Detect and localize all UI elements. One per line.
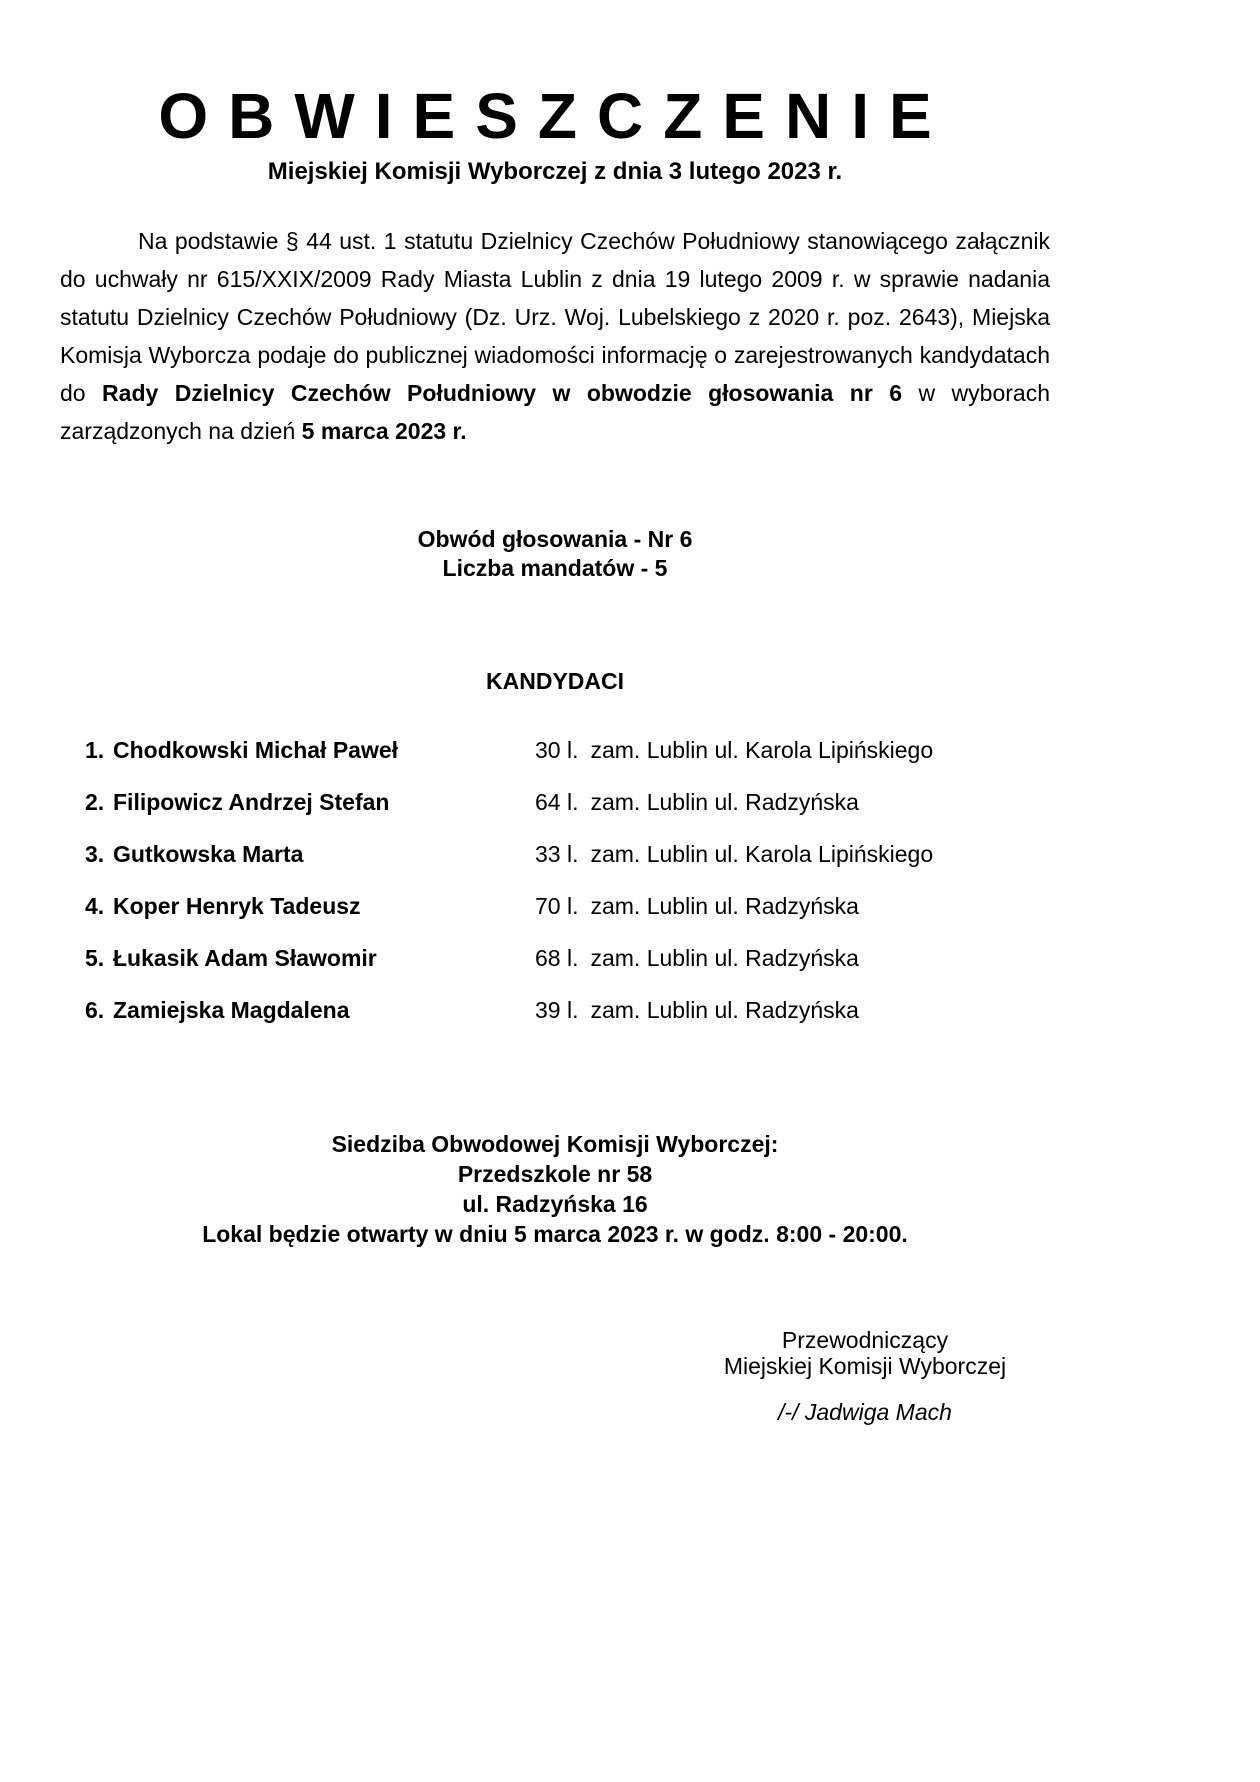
district-number: Obwód głosowania - Nr 6 <box>417 526 693 552</box>
candidate-residence: zam. Lublin ul. Radzyńska <box>590 997 859 1023</box>
candidate-name: Koper Henryk Tadeusz <box>113 893 361 919</box>
candidate-number: 4. <box>85 893 105 919</box>
candidate-row <box>60 945 1050 997</box>
candidate-name: Łukasik Adam Sławomir <box>113 945 377 971</box>
intro-text-2: w wyborach zarządzonych na dzień <box>60 380 1050 444</box>
candidate-name: Gutkowska Marta <box>113 841 304 867</box>
intro-text-bold-2: 5 marca 2023 r. <box>301 418 467 444</box>
signature-organization: Miejskiej Komisji Wyborczej <box>723 1353 1007 1379</box>
candidate-row <box>60 737 1050 789</box>
signature-role: Przewodniczący <box>781 1327 949 1353</box>
candidate-name: Filipowicz Andrzej Stefan <box>113 789 390 815</box>
candidates-heading: KANDYDACI <box>486 668 624 694</box>
candidate-details-cell <box>535 893 859 920</box>
candidate-name: Zamiejska Magdalena <box>113 997 350 1023</box>
candidate-row <box>60 893 1050 945</box>
candidate-name-cell <box>85 737 398 764</box>
candidate-number: 6. <box>85 997 105 1023</box>
candidate-residence: zam. Lublin ul. Karola Lipińskiego <box>590 737 934 763</box>
candidate-name-cell <box>85 893 361 920</box>
polling-station-info <box>60 1129 1050 1249</box>
candidate-age: 70 l. <box>535 893 579 919</box>
intro-text-bold-1: Rady Dzielnicy Czechów Południowy w obwodzie głosowania nr 6 <box>102 380 903 406</box>
candidate-number: 3. <box>85 841 105 867</box>
candidate-details-cell <box>535 789 859 816</box>
candidate-details-cell <box>535 841 933 868</box>
venue-heading: Siedziba Obwodowej Komisji Wyborczej: <box>331 1131 779 1157</box>
candidate-number: 2. <box>85 789 105 815</box>
candidate-name-cell <box>85 841 303 868</box>
venue-hours: Lokal będzie otwarty w dniu 5 marca 2023 r. w godz. 8:00 - 20:00. <box>202 1221 908 1247</box>
signature-block <box>705 1327 1025 1425</box>
venue-name: Przedszkole nr 58 <box>457 1161 653 1187</box>
candidate-age: 30 l. <box>535 737 579 763</box>
candidate-details-cell <box>535 997 859 1024</box>
candidate-residence: zam. Lublin ul. Radzyńska <box>590 789 859 815</box>
venue-address: ul. Radzyńska 16 <box>462 1191 648 1217</box>
candidate-age: 64 l. <box>535 789 579 815</box>
intro-paragraph <box>60 222 1050 450</box>
candidate-details-cell <box>535 737 933 764</box>
district-info <box>60 525 1050 583</box>
candidate-details-cell <box>535 945 859 972</box>
candidate-row <box>60 789 1050 841</box>
candidate-row <box>60 997 1050 1049</box>
intro-text-1: Na podstawie § 44 ust. 1 statutu Dzielnicy Czechów Południowy stanowiącego załącznik do uchwały nr 615/XXIX/2009 Rady Miasta Lublin z dnia 19 lutego 2009 r. w sprawie nadania statutu Dzielnicy Czechów Południowy (Dz. Urz. Woj. Lubelskiego z 2020 r. poz. 2643), Miejska Komisja Wyborcza podaje do publicznej wiadomości informację o zarejestrowanych kandydatach do <box>60 228 1050 406</box>
candidate-residence: zam. Lublin ul. Radzyńska <box>590 893 859 919</box>
candidate-age: 39 l. <box>535 997 579 1023</box>
candidate-name: Chodkowski Michał Paweł <box>113 737 399 763</box>
candidate-age: 68 l. <box>535 945 579 971</box>
candidate-row <box>60 841 1050 893</box>
district-mandates: Liczba mandatów - 5 <box>442 555 668 581</box>
document-content <box>60 0 1050 1425</box>
candidate-residence: zam. Lublin ul. Karola Lipińskiego <box>590 841 934 867</box>
candidate-number: 5. <box>85 945 105 971</box>
candidate-age: 33 l. <box>535 841 579 867</box>
candidate-residence: zam. Lublin ul. Radzyńska <box>590 945 859 971</box>
candidate-number: 1. <box>85 737 105 763</box>
document-subtitle: Miejskiej Komisji Wyborczej z dnia 3 lutego 2023 r. <box>267 158 843 185</box>
signature-name: /-/ Jadwiga Mach <box>778 1399 952 1425</box>
candidate-name-cell <box>85 789 389 816</box>
candidate-name-cell <box>85 945 377 972</box>
document-title: OBWIESZCZENIE <box>158 80 952 152</box>
candidate-name-cell <box>85 997 350 1024</box>
candidates-list <box>60 737 1050 1049</box>
